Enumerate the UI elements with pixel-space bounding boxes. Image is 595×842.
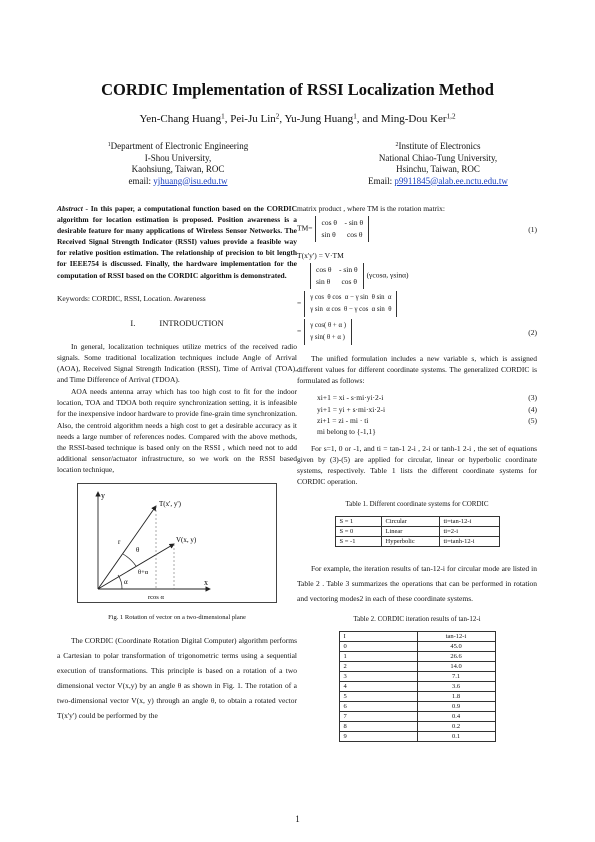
affil-left-email-link[interactable]: yjhuang@isu.edu.tw [153,175,228,186]
author-name: Ming-Dou Ker$^{1,2}$ [380,112,456,125]
author-list [0,113,595,125]
table-cell: 9 [339,732,417,742]
author-name: Yu-Jung Huang$^1$ [284,112,357,125]
table-cell: ti=tan-12-i [439,517,499,527]
table-row [339,712,495,722]
eq4-text: yi+1 = yi + s·mi·xi·2-i [317,404,386,414]
section-number: I. [130,317,136,328]
intro-paragraph-2: AOA needs antenna array which has too high cost to fit for the indoor location, TOA and TDOA both require synchronization setting, it is infeasible for the inexpensive indoor hardware to provide fine-grain time synchronization. Also, the centroid algorithm needs a high cost to get a desirable accuracy as it needs a large number of references nodes. Compared with the above methods, the RSSI-based technique is based only on the RSSI , which need not to add additional sensor/actuator infrastructure, so we work on the RSSI based location technique, [57,387,297,474]
table-cell: 8 [339,722,417,732]
table-header-cell: tan-12-i [417,632,495,642]
unified-paragraph: The unified formulation includes a new variable s, which is assigned different values for different coordinate systems. The generalized CORDIC is formulated as follows: [297,354,537,386]
equation-2-step-2 [297,291,537,317]
table-cell: 7.1 [417,672,495,682]
table-cell: 3 [339,672,417,682]
author-affiliation-sup: 2 [275,112,280,121]
rotated-vector-label: T(x', y') [159,499,181,508]
vector-label: V(x, y) [176,535,197,544]
table-cell: Hyperbolic [381,537,439,547]
table-cell: 0.2 [417,722,495,732]
table-1 [335,516,500,547]
equation-2-step-3 [297,319,537,345]
table-2 [339,631,496,742]
table-cell: 0.4 [417,712,495,722]
alpha-label: α [124,577,128,586]
x-axis-label: x [204,577,208,587]
table-2-caption: Table 2. CORDIC iteration results of tan-12-i [353,615,481,624]
eq1-number: (1) [528,224,537,234]
table-row [339,692,495,702]
eq2-m3-row-1: γ cos( θ + α ) [310,322,346,330]
eq2-equals-2: = [297,326,302,336]
eq4-number: (4) [528,404,537,414]
table-cell: 2 [339,662,417,672]
eq2-m2-row-2: γ sin α cos θ − γ cos α sin θ [310,306,392,314]
table-row [339,702,495,712]
table-cell: 6 [339,702,417,712]
table-cell: 0.9 [417,702,495,712]
author-separator: , [224,113,231,125]
affil-left-dept: Department of Electronic Engineering [110,141,249,151]
table-cell: 1.8 [417,692,495,702]
table-row [335,517,499,527]
table-cell: 5 [339,692,417,702]
table-header-row [339,632,495,642]
author-affiliation-sup: 1 [221,112,225,121]
table-cell: S = -1 [335,537,381,547]
theta-plus-alpha-label: θ+α [138,568,149,576]
affil-right-dept: Institute of Electronics [398,141,481,151]
author-separator: , [279,113,285,125]
table-cell: 4 [339,682,417,692]
table-row [339,732,495,742]
eq2-matrix-3 [304,319,352,345]
r-label: r [118,537,121,546]
y-axis-label: y [101,490,105,500]
author-affiliation-sup: 1 [353,112,357,121]
table-cell: 3.6 [417,682,495,692]
affil-left-sup: 1 [107,142,111,149]
eq2-equals-1: = [297,298,302,308]
eq-belong: mi belong to {-1,1} [317,426,376,436]
affiliation-left [58,141,298,187]
eq2-m3-row-2: γ sin( θ + α ) [310,334,345,342]
eq2-vector: (γcosα, γsinα) [366,270,409,280]
paper-title: CORDIC Implementation of RSSI Localization Method [101,80,494,99]
table-cell: Linear [381,527,439,537]
affil-right-email-link[interactable]: p9911845@alab.ee.nctu.edu.tw [394,175,508,186]
theta-label: θ [136,545,140,554]
table-row [335,527,499,537]
equation-2-step-1 [297,263,537,289]
affil-right-location: Hsinchu, Taiwan, ROC [396,164,480,174]
section-title: INTRODUCTION [159,317,224,328]
example-paragraph: For example, the iteration results of tan-12-i for circular mode are listed in Table 2 . Table 3 summarizes the operations that can be performed in rotation and vectoring modes2 in each of these coordinate systems. [297,564,537,604]
left-column [57,203,297,723]
table-cell: 45.0 [417,642,495,652]
eq3-text: xi+1 = xi - s·mi·yi·2-i [317,393,384,403]
table-row [339,672,495,682]
abstract-text: - In this paper, a computational function based on the CORDIC algorithm for location estimation is proposed. Position awareness is a desirable feature for many applications of Wireless Sensor Networks. The Received Signal Strength Indicator (RSSI) values provide a feasible way for relative position estimation. The relationship of precision to bit length for IEEE754 is discussed. Finally, the hardware implementation for the computation of RSSI based on the CORDIC algorithm is demonstrated. [57,204,297,280]
table-cell: ti=2-i [439,527,499,537]
abstract-label: Abstract [57,204,83,213]
author-separator: , and [356,113,381,125]
keywords: Keywords: CORDIC, RSSI, Location. Awareness [57,293,206,303]
table-row [335,537,499,547]
eq1-matrix [315,216,369,242]
equations-3-5 [297,392,537,436]
eq2-m1-row-1: cos θ - sin θ [316,265,358,275]
eq2-lhs: T(x'y') = V·TM [297,251,344,261]
matrix-intro: matrix product , where TM is the rotation matrix: [297,204,445,213]
eq1-lhs: TM= [297,223,313,233]
eq1-row-1: cos θ - sin θ [321,218,364,228]
theta-arc [123,554,136,566]
intro-paragraph-1: In general, localization techniques utilize metrics of the received radio signals. Some traditional localization techniques include Angle of Arrival (AOA), Received Signal Strength Indication (RSSI), Time of Arrival (TOA), and Time Difference of Arrival (TDOA). [57,341,297,385]
eq2-m1-row-2: sin θ cos θ [316,277,357,287]
author-affiliation-sup: 1,2 [446,112,456,121]
eq1-row-2: sin θ cos θ [321,230,363,240]
equation-1 [297,216,537,242]
rotated-vector-line [98,506,156,589]
table-header-cell: I [339,632,417,642]
figure-1 [77,483,277,603]
table-cell: 26.6 [417,652,495,662]
table-row [339,642,495,652]
figure-1-caption: Fig. 1 Rotation of vector on a two-dimensional plane [108,613,246,621]
abstract [57,203,297,281]
affil-right-sup: 2 [395,142,399,149]
affil-left-university: I-Shou University, [144,152,212,163]
table-cell: 0 [339,642,417,652]
rcos-label: rcos α [148,593,164,601]
table-cell: 1 [339,652,417,662]
eq5-text: zi+1 = zi - mi · ti [317,415,369,425]
table-cell: ti=tanh-12-i [439,537,499,547]
eq5-number: (5) [528,415,537,425]
section-heading-introduction [57,318,297,329]
eq3-number: (3) [528,393,537,403]
cordic-paragraph: The CORDIC (Coordinate Rotation Digital Computer) algorithm performs a Cartesian to polar transformation of trigonometric terms using a sequential execution of transformations. This principle is based on a rotation of a two dimensional vector V(x,y) by an angle θ as shown in Fig. 1. The rotation of a two-dimensional vector V(x, y) through an angle θ, to obtain a rotated vector T(x'y') could be performed by the [57,636,297,721]
page-number: 1 [295,814,300,824]
table-row [339,652,495,662]
eq2-number: (2) [528,327,537,337]
table-cell: 14.0 [417,662,495,672]
eq2-matrix-1 [310,263,364,289]
rotation-diagram [78,484,278,604]
affil-right-university: National Chiao-Tung University, [378,152,498,163]
table-cell: 7 [339,712,417,722]
table-cell: S = 0 [335,527,381,537]
table-row [339,722,495,732]
table-row [339,682,495,692]
table-cell: Circular [381,517,439,527]
s-paragraph: For s=1, 0 or -1, and ti = tan-1 2-i , 2-i or tanh-1 2-i , the set of equations given by (3)-(5) are applied for circular, linear or hyperbolic coordinate systems, respectively. Table 1 lists the different coordinate systems for CORDIC operation. [297,443,537,487]
table-1-caption: Table 1. Different coordinate systems for CORDIC [345,500,489,509]
affil-right-email-label: Email: [368,175,395,186]
author-name: Yen-Chang Huang$^1$ [139,112,225,125]
affiliation-right [318,141,558,187]
affil-left-email-label: email: [128,175,154,186]
table-cell: 0.1 [417,732,495,742]
eq2-m2-row-1: γ cos θ cos α − γ sin θ sin α [310,294,392,302]
table-row [339,662,495,672]
author-name: Pei-Ju Lin$^2$ [230,112,280,125]
affil-left-location: Kaohsiung, Taiwan, ROC [131,164,225,174]
table-cell: S = 1 [335,517,381,527]
right-column [297,203,537,742]
eq2-matrix-2 [304,291,397,317]
